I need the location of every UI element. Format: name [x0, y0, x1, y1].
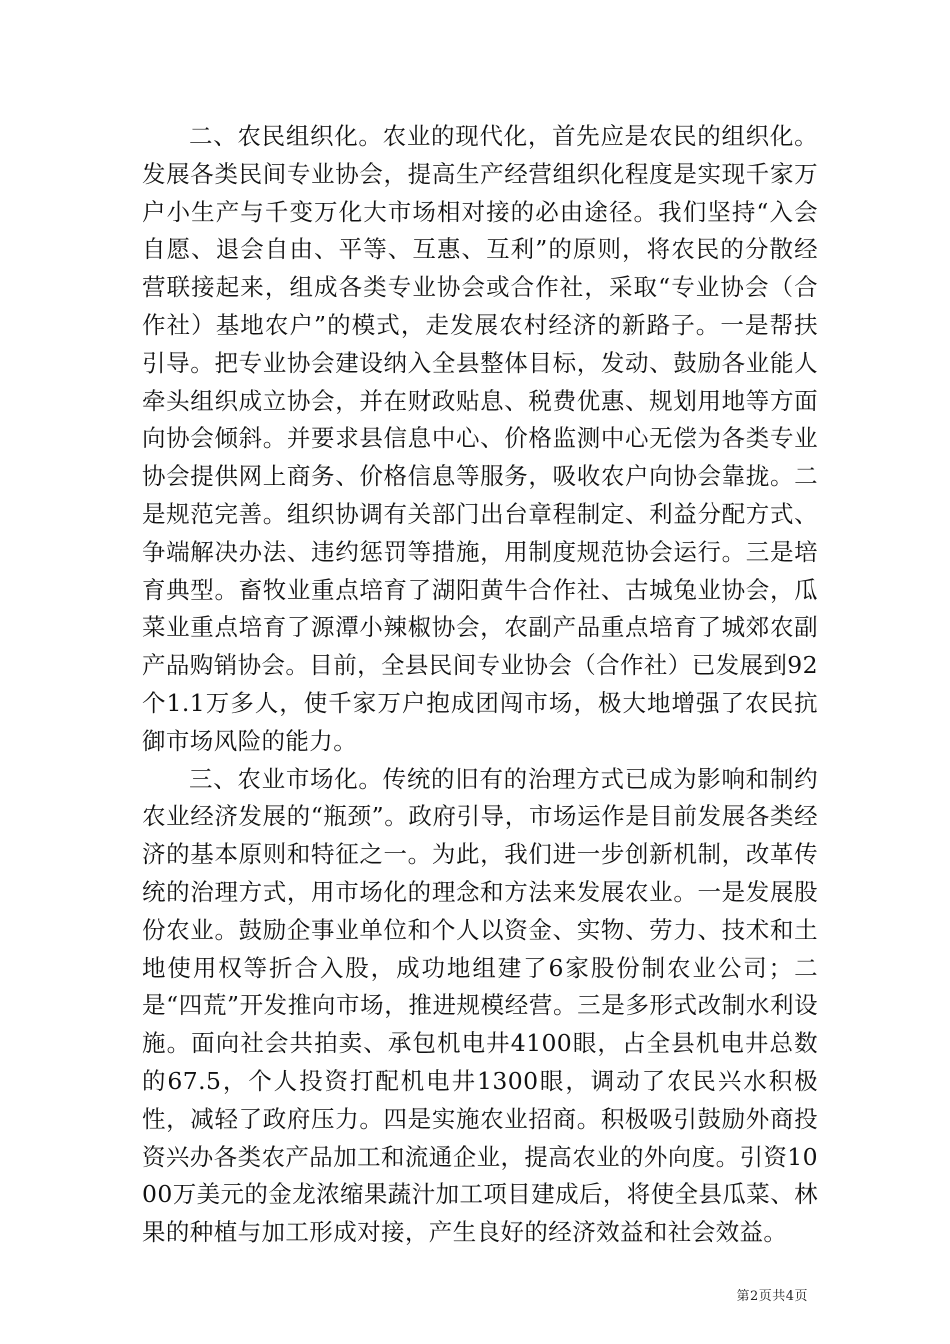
page-number: 第2页共4页 — [736, 1289, 808, 1304]
body-text — [142, 118, 818, 1252]
paragraph-agriculture-marketization: 三、农业市场化。传统的旧有的治理方式已成为影响和制约农业经济发展的“瓶颈”。政府引导，市场运作是目前发展各类经济的基本原则和特征之一。为此，我们进一步创新机制，改革传统的治理方式，用市场化的理念和方法来发展农业。一是发展股份农业。鼓励企事业单位和个人以资金、实物、劳力、技术和土地使用权等折合入股，成功地组建了6家股份制农业公司；二是“四荒”开发推向市场，推进规模经营。三是多形式改制水利设施。面向社会共拍卖、承包机电井4100眼，占全县机电井总数的67.5，个人投资打配机电井1300眼，调动了农民兴水积极性，减轻了政府压力。四是实施农业招商。积极吸引鼓励外商投资兴办各类农产品加工和流通企业，提高农业的外向度。引资1000万美元的金龙浓缩果蔬汁加工项目建成后，将使全县瓜菜、林果的种植与加工形成对接，产生良好的经济效益和社会效益。 — [142, 764, 819, 1247]
paragraph-farmer-organization: 二、农民组织化。农业的现代化，首先应是农民的组织化。发展各类民间专业协会，提高生产经营组织化程度是实现千家万户小生产与千变万化大市场相对接的必由途径。我们坚持“入会自愿、退会自由、平等、互惠、互利”的原则，将农民的分散经营联接起来，组成各类专业协会或合作社，采取“专业协会（合作社）基地农户”的模式，走发展农村经济的新路子。一是帮扶引导。把专业协会建设纳入全县整体目标，发动、鼓励各业能人牵头组织成立协会，并在财政贴息、税费优惠、规划用地等方面向协会倾斜。并要求县信息中心、价格监测中心无偿为各类专业协会提供网上商务、价格信息等服务，吸收农户向协会靠拢。二是规范完善。组织协调有关部门出台章程制定、利益分配方式、争端解决办法、违约惩罚等措施，用制度规范协会运行。三是培育典型。畜牧业重点培育了湖阳黄牛合作社、古城兔业协会，瓜菜业重点培育了源潭小辣椒协会，农副产品重点培育了城郊农副产品购销协会。目前，全县民间专业协会（合作社）已发展到92个1.1万多人，使千家万户抱成团闯市场，极大地增强了农民抗御市场风险的能力。 — [142, 122, 819, 755]
